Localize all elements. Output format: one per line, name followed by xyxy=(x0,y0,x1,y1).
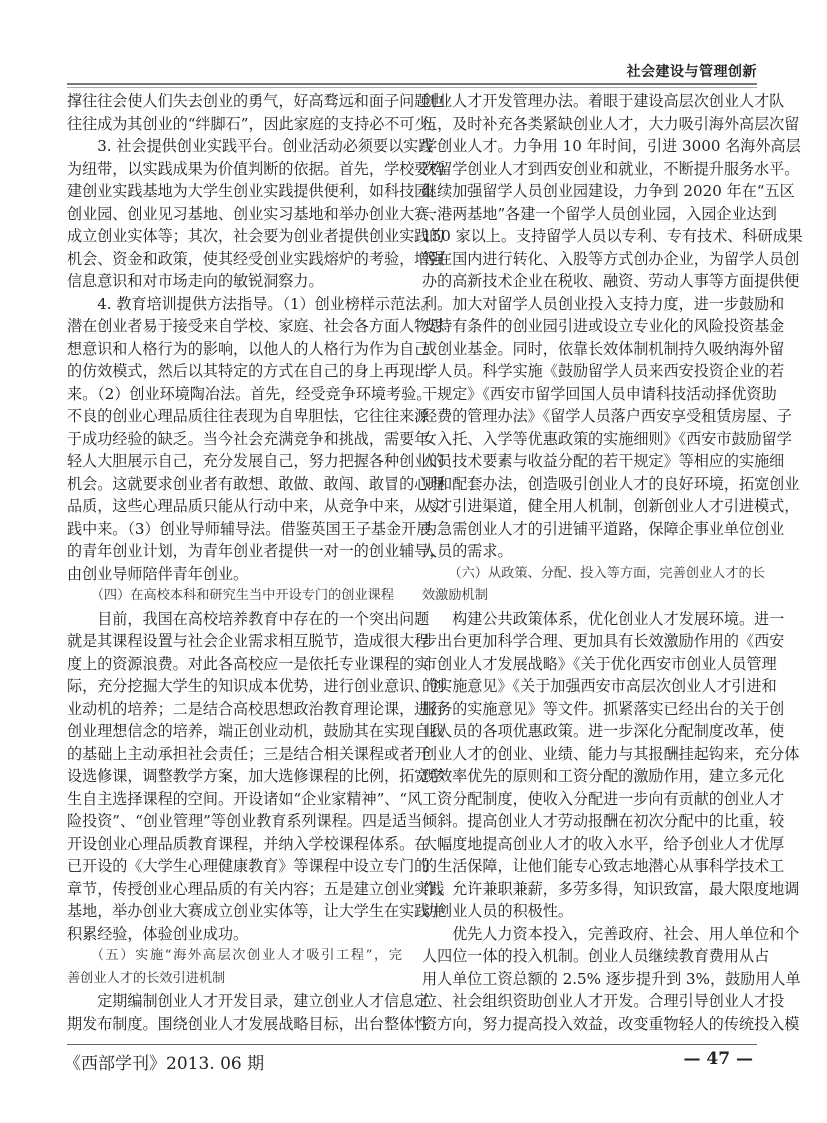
text-line: 4. 教育培训提供方法指导。（1）创业榜样示范法。 xyxy=(97,294,436,313)
body-paragraph xyxy=(422,90,803,563)
text-line: 生自主选择课程的空间。开设诸如“企业家精神”、“风 xyxy=(67,789,423,808)
text-line: 际，充分挖掘大学生的知识成本优势，进行创业意识、创 xyxy=(67,677,445,695)
text-line: 继续加强留学人员创业园建设，力争到 2020 年在“五区 xyxy=(422,182,795,200)
text-line: 作。允许兼职兼薪，多劳多得，知识致富，最大限度地调 xyxy=(422,879,800,898)
text-line: 为急需创业人才的引进铺平道路，保障企事业单位创业 xyxy=(422,519,785,538)
text-line: 动创业人员的积极性。 xyxy=(422,902,573,920)
text-line: 业动机的培养；二是结合高校思想政治教育理论课，进行 xyxy=(67,699,445,718)
text-line: 用人单位工资总额的 2.5% 逐步提升到 3%，鼓励用人单 xyxy=(422,969,801,988)
page-number: — 47 — xyxy=(683,1049,753,1069)
body-paragraph xyxy=(67,135,445,293)
text-line: 办的高新技术企业在税收、融资、劳动人事等方面提供便 xyxy=(422,272,800,290)
text-line: 品质，这些心理品质只能从行动中来，从竞争中来，从实 xyxy=(67,497,445,515)
text-line: 工资分配制度，使收入分配进一步向有贡献的创业人才 xyxy=(422,789,785,808)
text-line: 资方向，努力提高投入效益，改变重物轻人的传统投入模 xyxy=(422,1014,800,1033)
text-line: 次留学创业人才到西安创业和就业，不断提升服务水平。 xyxy=(422,159,800,178)
text-line: 创业园、创业见习基地、创业实习基地和举办创业大赛、 xyxy=(67,204,445,223)
text-line: 潜在创业者易于接受来自学校、家庭、社会各方面人物思 xyxy=(67,317,445,335)
text-line: 轻人大胆展示自己，充分发展自己，努力把握各种创业的 xyxy=(67,452,445,470)
text-line: 已开设的《大学生心理健康教育》等课程中设立专门的 xyxy=(67,857,430,875)
text-line: （六）从政策、分配、投入等方面，完善创业人才的长 xyxy=(448,565,765,581)
text-line: 倾斜。提高创业人才劳动报酬在初次分配中的比重，较 xyxy=(422,812,785,830)
text-line: 女入托、入学等优惠政策的实施细则》《西安市鼓励留学 xyxy=(422,429,792,448)
text-line: 学人员。科学实施《鼓励留学人员来西安投资企业的若 xyxy=(422,362,785,380)
text-line: 3. 社会提供创业实践平台。创业活动必须要以实践 xyxy=(97,137,434,155)
body-paragraph xyxy=(67,90,445,135)
body-paragraph xyxy=(67,990,430,1035)
text-line: 来。（2）创业环境陶冶法。首先，经受竞争环境考验。 xyxy=(67,384,432,403)
text-line: 人员的需求。 xyxy=(422,542,513,560)
text-line: 的实施意见》《关于加强西安市高层次创业人才引进和 xyxy=(422,677,777,695)
text-line: 150 家以上。支持留学人员以专利、专有技术、科研成果 xyxy=(422,227,803,245)
text-line: 成立创业实体等；其次，社会要为创业者提供创业实践的 xyxy=(67,227,445,245)
text-line: 于成功经验的缺乏。当今社会充满竞争和挑战，需要年 xyxy=(67,429,430,448)
running-header-section-title: 社会建设与管理创新 xyxy=(626,64,757,80)
text-line: 的基础上主动承担社会责任；三是结合相关课程或者开 xyxy=(67,744,430,763)
text-line: 不良的创业心理品质往往表现为自卑胆怯，它往往来源 xyxy=(67,407,430,425)
footer-rule xyxy=(67,1044,757,1045)
header-rule-thin xyxy=(67,87,757,88)
body-paragraph xyxy=(422,923,801,1036)
text-line: 优先人力资本投入，完善政府、社会、用人单位和个 xyxy=(452,924,800,943)
body-paragraph xyxy=(67,293,445,586)
text-line: 经费的管理办法》《留学人员落户西安享受租赁房屋、子 xyxy=(422,407,792,425)
text-line: 人才引进渠道，健全用人机制，创新创业人才引进模式， xyxy=(422,497,800,515)
text-line: 建创业实践基地为大学生创业实践提供便利，如科技园、 xyxy=(67,182,445,200)
text-line: 践中来。（3）创业导师辅导法。借鉴英国王子基金开展 xyxy=(67,519,432,538)
text-line: 度上的资源浪费。对此各高校应一是依托专业课程的实 xyxy=(67,654,430,673)
text-line: 人员技术要素与收益分配的若干规定》等相应的实施细 xyxy=(422,452,785,470)
text-line: 基地，举办创业大赛成立创业实体等，让大学生在实践中 xyxy=(67,902,445,920)
footer-journal-issue: 《西部学刊》2013. 06 期 xyxy=(64,1054,265,1074)
section-heading xyxy=(422,563,765,608)
text-line: 构建公共政策体系，优化创业人才发展环境。进一 xyxy=(452,609,785,628)
text-line: 机会、资金和政策，使其经受创业实践熔炉的考验，增强 xyxy=(67,249,445,268)
text-line: 创业人才开发管理办法。着眼于建设高层次创业人才队 xyxy=(422,92,785,110)
text-line: 创业人才的创业、业绩、能力与其报酬挂起钩来，充分体 xyxy=(422,744,800,763)
text-line: 就是其课程设置与社会企业需求相互脱节，造成很大程 xyxy=(67,632,430,650)
text-line: 一港两基地”各建一个留学人员创业园，入园企业达到 xyxy=(422,204,777,223)
text-line: 市创业人才发展战略》《关于优化西安市创业人员管理 xyxy=(422,654,777,673)
header-rule xyxy=(67,83,757,85)
text-line: 步出台更加科学合理、更加具有长效激励作用的《西安 xyxy=(422,632,785,650)
text-line: 的仿效模式，然后以其特定的方式在自己的身上再现出 xyxy=(67,362,430,380)
text-line: 撑往往会使人们失去创业的勇气，好高骛远和面子问题也 xyxy=(67,92,445,110)
text-line: 服务的实施意见》等文件。抓紧落实已经出台的关于创 xyxy=(422,699,785,718)
text-line: 的青年创业计划，为青年创业者提供一对一的创业辅导， xyxy=(67,542,445,560)
text-line: 等在国内进行转化、入股等方式创办企业，为留学人员创 xyxy=(422,249,800,268)
text-line: 为纽带，以实践成果为价值判断的依据。首先，学校要构 xyxy=(67,159,445,178)
left-column xyxy=(67,90,445,1035)
text-line: 目前，我国在高校培养教育中存在的一个突出问题 xyxy=(97,609,430,628)
text-line: 或创业基金。同时，依靠长效体制机制持久吸纳海外留 xyxy=(422,339,785,358)
text-line: 大幅度地提高创业人才的收入水平，给予创业人才优厚 xyxy=(422,834,785,853)
text-line: 伍，及时补充各类紧缺创业人才，大力吸引海外高层次留 xyxy=(422,114,800,133)
text-line: 积累经验，体验创业成功。 xyxy=(67,924,249,943)
body-paragraph xyxy=(67,608,445,946)
text-line: 业人员的各项优惠政策。进一步深化分配制度改革，使 xyxy=(422,722,785,740)
section-heading xyxy=(67,585,402,608)
text-line: 定期编制创业人才开发目录，建立创业人才信息定 xyxy=(97,992,430,1010)
text-line: 信息意识和对市场走向的敏锐洞察力。 xyxy=(67,272,324,290)
body-paragraph xyxy=(422,608,800,923)
text-line: 利。加大对留学人员创业投入支持力度，进一步鼓励和 xyxy=(422,294,785,313)
text-line: 开设创业心理品质教育课程，并纳入学校课程体系。在 xyxy=(67,834,430,853)
right-column xyxy=(422,90,803,1035)
text-line: 机会。这就要求创业者有敢想、敢做、敢闯、敢冒的心理 xyxy=(67,474,445,493)
text-line: 章节，传授创业心理品质的有关内容；五是建立创业实践 xyxy=(67,879,445,898)
text-line: 创业理想信念的培养，端正创业动机，鼓励其在实现自我 xyxy=(67,722,445,740)
text-line: 效激励机制 xyxy=(422,588,488,603)
text-line: 支持有条件的创业园引进或设立专业化的风险投资基金 xyxy=(422,317,785,335)
text-line: 险投资”、“创业管理”等创业教育系列课程。四是适当 xyxy=(67,812,423,830)
text-line: 现效率优先的原则和工资分配的激励作用，建立多元化 xyxy=(422,767,785,785)
text-line: 干规定》《西安市留学回国人员申请科技活动择优资助 xyxy=(422,384,777,403)
text-line: 由创业导师陪伴青年创业。 xyxy=(67,564,249,583)
text-line: 的生活保障，让他们能专心致志地潜心从事科学技术工 xyxy=(422,857,785,875)
text-line: 期发布制度。围绕创业人才发展战略目标，出台整体性 xyxy=(67,1014,430,1033)
text-line: 往往成为其创业的“绊脚石”，因此家庭的支持必不可少。 xyxy=(67,114,445,133)
text-line: 设选修课，调整教学方案，加大选修课程的比例，拓宽学 xyxy=(67,767,445,785)
text-line: 则和配套办法，创造吸引创业人才的良好环境，拓宽创业 xyxy=(422,474,800,493)
text-line: 善创业人才的长效引进机制 xyxy=(67,970,226,986)
text-line: （四）在高校本科和研究生当中开设专门的创业课程 xyxy=(90,588,395,603)
section-heading xyxy=(67,945,402,990)
text-line: 位、社会组织资助创业人才开发。合理引导创业人才投 xyxy=(422,992,785,1010)
text-line: 人四位一体的投入机制。创业人员继续教育费用从占 xyxy=(422,947,770,965)
text-line: 想意识和人格行为的影响，以他人的人格行为作为自己 xyxy=(67,339,430,358)
text-line: 学创业人才。力争用 10 年时间，引进 3000 名海外高层 xyxy=(422,137,801,155)
text-line: （五）实施“海外高层次创业人才吸引工程”，完 xyxy=(90,948,402,963)
